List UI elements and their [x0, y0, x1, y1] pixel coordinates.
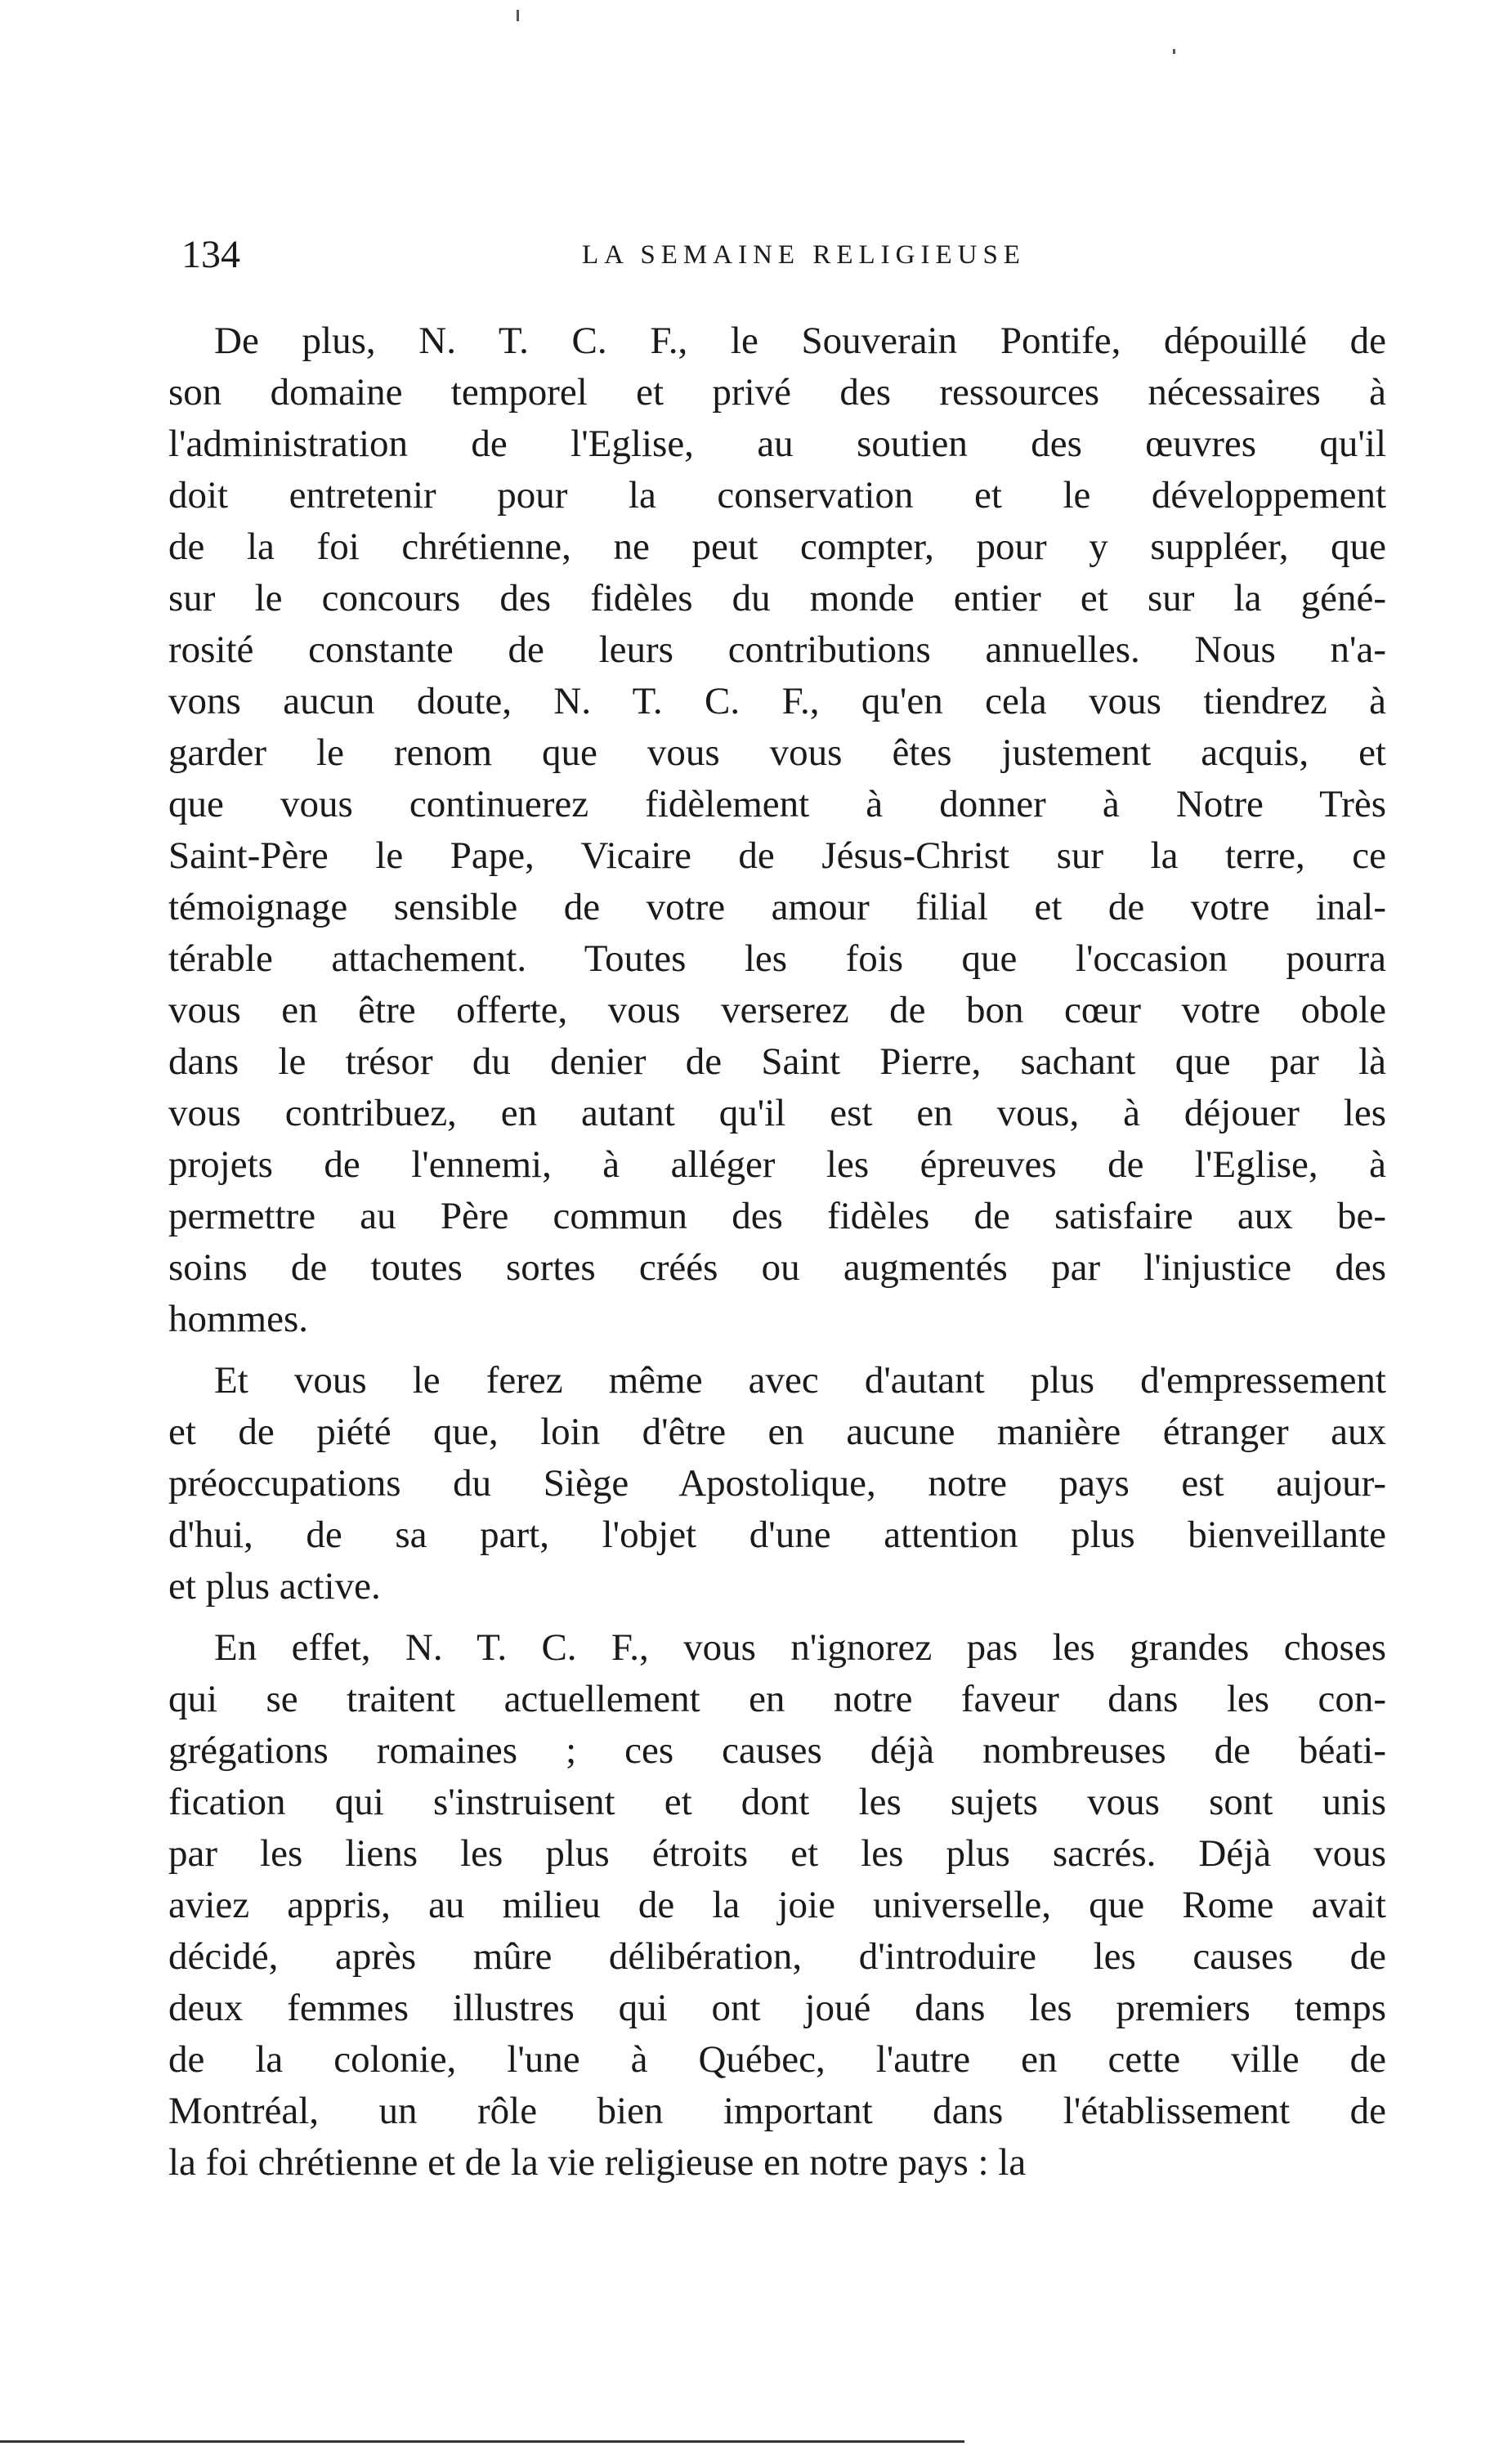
- text-line: permettre au Père commun des fidèles de satisfaire aux be-: [168, 1195, 1386, 1237]
- text-line: térable attachement. Toutes les fois que l'occasion pourra: [168, 937, 1386, 980]
- text-line: de la foi chrétienne, ne peut compter, pour y suppléer, que: [168, 525, 1386, 568]
- footer-rule: [0, 2440, 964, 2443]
- paragraph: [168, 1355, 1386, 1612]
- text-line: aviez appris, au milieu de la joie universelle, que Rome avait: [168, 1884, 1386, 1926]
- text-line: Montréal, un rôle bien important dans l'établissement de: [168, 2090, 1386, 2132]
- text-line: rosité constante de leurs contributions annuelles. Nous n'a-: [168, 628, 1386, 671]
- text-line: Saint-Père le Pape, Vicaire de Jésus-Christ sur la terre, ce: [168, 834, 1386, 877]
- paragraph: [168, 1622, 1386, 2189]
- paragraph: [168, 315, 1386, 1345]
- text-line: doit entretenir pour la conservation et le développement: [168, 474, 1386, 517]
- running-head: [181, 230, 1383, 279]
- text-line: garder le renom que vous vous êtes justement acquis, et: [168, 731, 1386, 774]
- text-line: Et vous le ferez même avec d'autant plus d'empressement: [214, 1359, 1386, 1402]
- ink-speck: [1173, 49, 1175, 54]
- text-line: décidé, après mûre délibération, d'introduire les causes de: [168, 1935, 1386, 1978]
- text-line: vons aucun doute, N. T. C. F., qu'en cela vous tiendrez à: [168, 680, 1386, 722]
- text-line: de la colonie, l'une à Québec, l'autre en cette ville de: [168, 2038, 1386, 2081]
- text-line: sur le concours des fidèles du monde entier et sur la géné-: [168, 577, 1386, 619]
- text-line: soins de toutes sortes créés ou augmentés par l'injustice des: [168, 1246, 1386, 1289]
- text-line: fication qui s'instruisent et dont les sujets vous sont unis: [168, 1781, 1386, 1823]
- text-line: vous contribuez, en autant qu'il est en vous, à déjouer les: [168, 1092, 1386, 1134]
- text-line: son domaine temporel et privé des ressources nécessaires à: [168, 371, 1386, 414]
- ink-speck: [517, 10, 519, 21]
- text-line: projets de l'ennemi, à alléger les épreuves de l'Eglise, à: [168, 1143, 1386, 1186]
- text-line: l'administration de l'Eglise, au soutien des œuvres qu'il: [168, 423, 1386, 465]
- text-line: que vous continuerez fidèlement à donner à Notre Très: [168, 783, 1386, 825]
- text-line: la foi chrétienne et de la vie religieuse en notre pays : la: [168, 2141, 1027, 2184]
- page-number: 134: [181, 233, 240, 276]
- text-line: De plus, N. T. C. F., le Souverain Pontife, dépouillé de: [214, 320, 1386, 362]
- text-line: En effet, N. T. C. F., vous n'ignorez pas les grandes choses: [214, 1626, 1386, 1669]
- text-line: par les liens les plus étroits et les plus sacrés. Déjà vous: [168, 1832, 1386, 1875]
- paragraph-gap: [168, 1345, 1386, 1355]
- running-title: LA SEMAINE RELIGIEUSE: [582, 240, 1026, 270]
- text-line: et de piété que, loin d'être en aucune manière étranger aux: [168, 1411, 1386, 1453]
- text-line: deux femmes illustres qui ont joué dans les premiers temps: [168, 1987, 1386, 2029]
- text-line: témoignage sensible de votre amour filial et de votre inal-: [168, 886, 1386, 928]
- text-line: préoccupations du Siège Apostolique, notre pays est aujour-: [168, 1462, 1386, 1505]
- text-line: d'hui, de sa part, l'objet d'une attention plus bienveillante: [168, 1514, 1386, 1556]
- body-text: [168, 315, 1386, 2189]
- text-line: dans le trésor du denier de Saint Pierre, sachant que par là: [168, 1040, 1386, 1083]
- text-line: grégations romaines ; ces causes déjà nombreuses de béati-: [168, 1729, 1386, 1772]
- text-line: et plus active.: [168, 1565, 381, 1608]
- text-line: hommes.: [168, 1298, 309, 1340]
- paragraph-gap: [168, 1612, 1386, 1622]
- text-line: vous en être offerte, vous verserez de bon cœur votre obole: [168, 989, 1386, 1031]
- text-line: qui se traitent actuellement en notre faveur dans les con-: [168, 1678, 1386, 1720]
